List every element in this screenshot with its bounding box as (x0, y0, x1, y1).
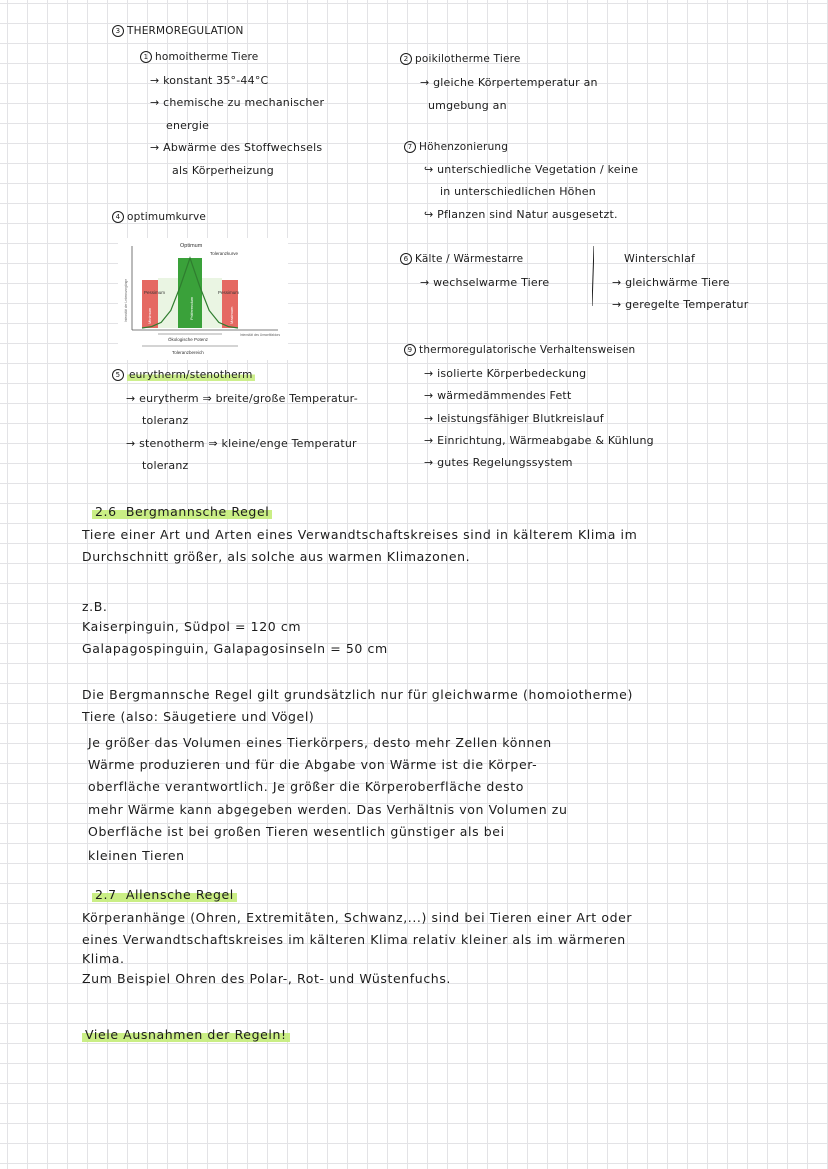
verhalten-line: → isolierte Körperbedeckung (424, 367, 587, 380)
verhalten-heading: 9 thermoregulatorische Verhaltensweisen (404, 343, 635, 357)
allen-text: Zum Beispiel Ohren des Polar-, Rot- und Wüstenfuchs. (82, 971, 451, 986)
minimum-label: Minimum (147, 307, 152, 324)
zone-right-light (202, 278, 222, 328)
hoehenzonierung-line: ↪ Pflanzen sind Natur ausgesetzt. (424, 208, 618, 221)
bergmann-text: Durchschnitt größer, als solche aus warmen Klimazonen. (82, 549, 471, 564)
kaeltestarre-heading: 6 Kälte / Wärmestarre (400, 252, 523, 266)
kaeltestarre-line: → wechselwarme Tiere (420, 276, 550, 289)
curve-label: Toleranzkurve (210, 251, 239, 256)
bergmann-explanation: mehr Wärme kann abgegeben werden. Das Verhältnis von Volumen zu (88, 802, 568, 817)
y-axis-label: Intensität der Lebensvorgänge (124, 278, 128, 322)
bergmann-explanation: Oberfläche ist bei großen Tieren wesentlich günstiger als bei (88, 824, 505, 839)
eurytherm-line: toleranz (142, 414, 189, 427)
eurytherm-line: → eurytherm ⇒ breite/große Temperatur- (126, 392, 358, 405)
winterschlaf-line: → geregelte Temperatur (612, 298, 749, 311)
homoiotherm-heading: 1 homoitherme Tiere (140, 50, 258, 64)
chart-title: Optimum (180, 243, 203, 249)
hoehenzonierung-line: in unterschiedlichen Höhen (440, 185, 596, 198)
number-circle: 5 (112, 369, 124, 381)
thermoregulation-heading: 3 THERMOREGULATION (112, 24, 244, 38)
bergmann-explanation: oberfläche verantwortlich. Je größer die Körperoberfläche desto (88, 779, 524, 794)
number-circle: 4 (112, 211, 124, 223)
eurytherm-line: → stenotherm ⇒ kleine/enge Temperatur (126, 437, 357, 450)
verhalten-line: → Einrichtung, Wärmeabgabe & Kühlung (424, 434, 654, 447)
zone-left-light (158, 278, 178, 328)
optimumkurve-heading: 4 optimumkurve (112, 210, 206, 224)
verhalten-line: → wärmedämmendes Fett (424, 389, 572, 402)
bergmann-example: Galapagospinguin, Galapagosinseln = 50 cm (82, 641, 388, 656)
eurytherm-line: toleranz (142, 459, 189, 472)
bergmann-explanation: kleinen Tieren (88, 848, 185, 863)
allen-text: eines Verwandtschaftskreises im kälteren Klima relativ kleiner als im wärmeren (82, 932, 626, 947)
homoiotherm-line: → konstant 35°-44°C (150, 74, 269, 87)
maximum-label: Maximum (229, 306, 234, 324)
allen-text: Körperanhänge (Ohren, Extremitäten, Schwanz,...) sind bei Tieren einer Art oder (82, 910, 633, 925)
number-circle: 3 (112, 25, 124, 37)
winterschlaf-line: → gleichwärme Tiere (612, 276, 730, 289)
verhalten-line: → gutes Regelungssystem (424, 456, 573, 469)
divider-slash (592, 246, 594, 306)
verhalten-line: → leistungsfähiger Blutkreislauf (424, 412, 604, 425)
toleranzbereich-label: Toleranzbereich (172, 350, 204, 355)
bergmann-explanation: Wärme produzieren und für die Abgabe von Wärme ist die Körper- (88, 757, 538, 772)
bergmann-explanation: Die Bergmannsche Regel gilt grundsätzlich nur für gleichwarme (homoiotherme) (82, 687, 633, 702)
poikilotherm-line: → gleiche Körpertemperatur an (420, 76, 598, 89)
pessimum-left-label: Pessimum (144, 290, 166, 295)
homoiotherm-line: → chemische zu mechanischer (150, 96, 325, 109)
poikilotherm-heading: 2 poikilotherme Tiere (400, 52, 521, 66)
bergmann-example: z.B. (82, 599, 108, 614)
hoehenzonierung-heading: 7 Höhenzonierung (404, 140, 508, 154)
hoehenzonierung-line: ↪ unterschiedliche Vegetation / keine (424, 163, 639, 176)
pessimum-right-label: Pessimum (218, 290, 240, 295)
winterschlaf-heading: Winterschlaf (624, 252, 696, 265)
number-circle: 6 (400, 253, 412, 265)
bergmann-text: Tiere einer Art und Arten eines Verwandtschaftskreises sind in kälterem Klima im (82, 527, 638, 542)
footer-note: Viele Ausnahmen der Regeln! (82, 1024, 290, 1045)
number-circle: 1 (140, 51, 152, 63)
homoiotherm-line: als Körperheizung (172, 164, 274, 177)
x-axis-label: Intensität des Umweltfaktors (240, 333, 281, 337)
homoiotherm-line: energie (166, 119, 210, 132)
poikilotherm-line: umgebung an (428, 99, 507, 112)
bergmann-heading: 2.6 Bergmannsche Regel (92, 501, 272, 522)
allen-text: Klima. (82, 951, 125, 966)
bergmann-example: Kaiserpinguin, Südpol = 120 cm (82, 619, 302, 634)
allen-heading: 2.7 Allensche Regel (92, 884, 237, 905)
number-circle: 2 (400, 53, 412, 65)
praeferendum-label: Präferendum (189, 296, 194, 320)
bergmann-explanation: Je größer das Volumen eines Tierkörpers, desto mehr Zellen können (88, 735, 552, 750)
oekologische-potenz-label: Ökologische Potenz (168, 337, 209, 342)
number-circle: 7 (404, 141, 416, 153)
eurytherm-heading: 5 eurytherm/stenotherm (112, 368, 255, 382)
homoiotherm-line: → Abwärme des Stoffwechsels (150, 141, 323, 154)
bergmann-explanation: Tiere (also: Säugetiere und Vögel) (82, 709, 315, 724)
number-circle: 9 (404, 344, 416, 356)
optimum-chart (118, 238, 288, 360)
